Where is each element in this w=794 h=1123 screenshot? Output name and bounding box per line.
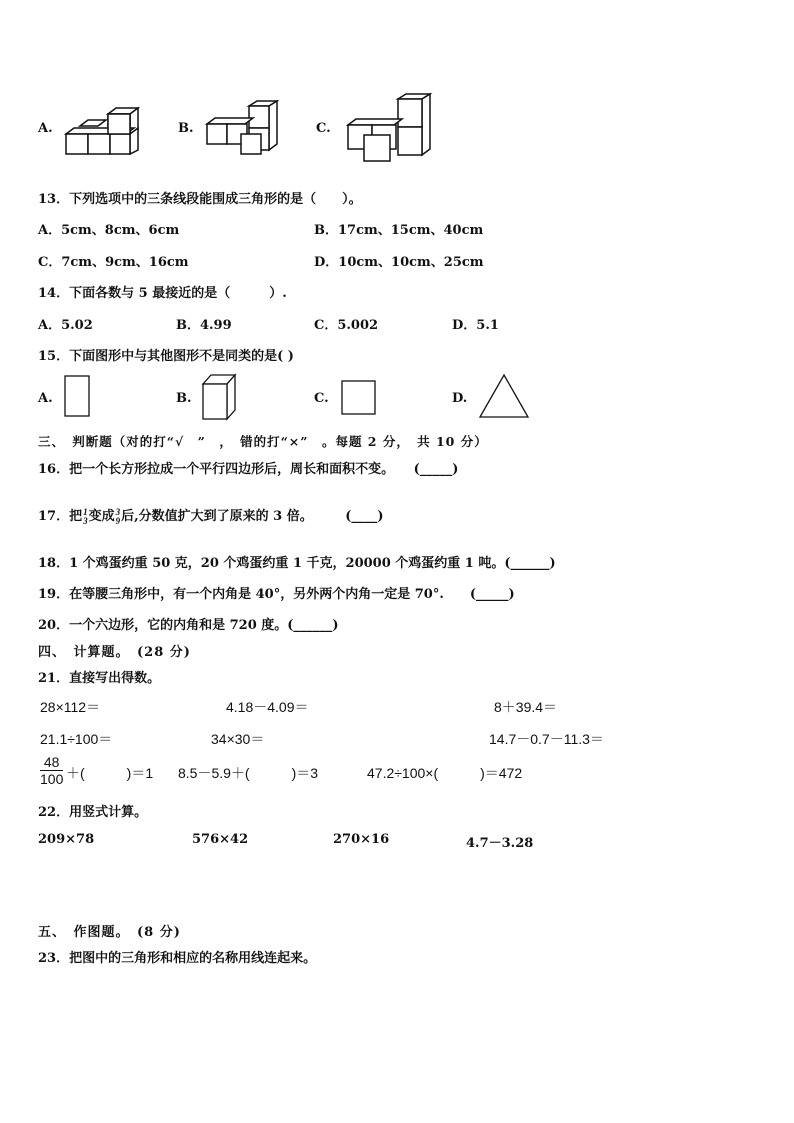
q12-option-c-cubes	[344, 93, 434, 163]
q21-r3-frac-den: 100	[40, 771, 64, 787]
q21-r1-e3: 8＋39.4＝	[494, 699, 558, 715]
q15-option-c-square	[340, 379, 378, 417]
q17-mid: 变成	[88, 509, 115, 524]
q12-option-a-cubes	[62, 104, 140, 156]
q20-text: 20．一个六边形，它的内角和是 720 度。(______)	[38, 618, 339, 633]
q16-text: 16．把一个长方形拉成一个平行四边形后，周长和面积不变。 (_____)	[38, 462, 459, 477]
q21-r3-e3: 47.2÷100×( )＝472	[367, 765, 523, 781]
q15-option-d-triangle	[478, 372, 530, 420]
q12-option-a-label: A.	[38, 121, 53, 136]
section-4-title: 四、 计算题。 (28 分)	[38, 645, 191, 660]
q22-item-2: 576×42	[192, 832, 249, 847]
q13-stem: 13．下列选项中的三条线段能围成三角形的是（ ）。	[38, 192, 362, 207]
q15-option-b-cuboid	[200, 372, 238, 422]
q13-option-c: C．7cm、9cm、16cm	[38, 255, 189, 270]
q21-r2-e1: 21.1÷100＝	[40, 731, 113, 747]
q15-stem: 15．下面图形中与其他图形不是同类的是( )	[38, 349, 294, 364]
q14-option-a: A．5.02	[38, 318, 93, 333]
section-3-title: 三、 判断题（对的打“√ ” ， 错的打“×” 。每题 2 分， 共 10 分）	[38, 434, 488, 449]
q17-text	[38, 505, 384, 526]
q14-option-c: C．5.002	[314, 318, 379, 333]
q14-stem: 14．下面各数与 5 最接近的是（ ）.	[38, 286, 287, 301]
section-5-title: 五、 作图题。 (8 分)	[38, 925, 181, 940]
q17-post: 后,分数值扩大到了原来的 3 倍。 (____)	[121, 509, 384, 524]
q15-option-b-label: B.	[176, 391, 192, 406]
q15-option-a-label: A.	[38, 391, 53, 406]
q17-frac2-num: 3	[115, 506, 121, 517]
q22-item-4: 4.7－3.28	[466, 836, 534, 851]
q12-option-b-label: B.	[178, 121, 194, 136]
q21-r1-e1: 28×112＝	[40, 699, 101, 715]
q12-option-c-label: C.	[316, 121, 331, 136]
q17-pre: 17．把	[38, 509, 83, 524]
q22-stem: 22．用竖式计算。	[38, 805, 148, 820]
q21-r2-e3: 14.7－0.7－11.3＝	[489, 731, 604, 747]
q13-option-d: D．10cm、10cm、25cm	[314, 255, 484, 270]
q14-option-b: B．4.99	[176, 318, 232, 333]
q15-option-c-label: C.	[314, 391, 329, 406]
q21-r3-fraction	[40, 754, 63, 787]
q22-item-3: 270×16	[333, 832, 390, 847]
q21-r3-frac-num: 48	[40, 754, 63, 771]
q12-option-b-cubes	[203, 100, 279, 158]
q18-text: 18．1 个鸡蛋约重 50 克，20 个鸡蛋约重 1 千克，20000 个鸡蛋约重 1 吨。(______)	[38, 556, 556, 571]
q14-option-d: D．5.1	[452, 318, 499, 333]
q21-r3-e2: 8.5－5.9＋( )＝3	[178, 765, 319, 781]
q15-option-d-label: D.	[452, 391, 468, 406]
q17-frac1-num: 1	[83, 506, 88, 517]
q22-item-1: 209×78	[38, 832, 95, 847]
q23-stem: 23．把图中的三角形和相应的名称用线连起来。	[38, 951, 317, 966]
q13-option-b: B．17cm、15cm、40cm	[314, 223, 484, 238]
q21-stem: 21．直接写出得数。	[38, 671, 161, 686]
q21-r2-e2: 34×30＝	[211, 731, 265, 747]
q17-frac1-den: 3	[83, 515, 88, 526]
q17-frac2-den: 9	[115, 515, 121, 526]
q13-option-a: A．5cm、8cm、6cm	[38, 223, 180, 238]
q19-text: 19．在等腰三角形中，有一个内角是 40°，另外两个内角一定是 70°. (_____)	[38, 587, 515, 602]
q21-r3-e1: ＋( )＝1	[66, 765, 154, 781]
q21-r1-e2: 4.18－4.09＝	[226, 699, 309, 715]
q15-option-a-rectangle	[62, 374, 92, 418]
